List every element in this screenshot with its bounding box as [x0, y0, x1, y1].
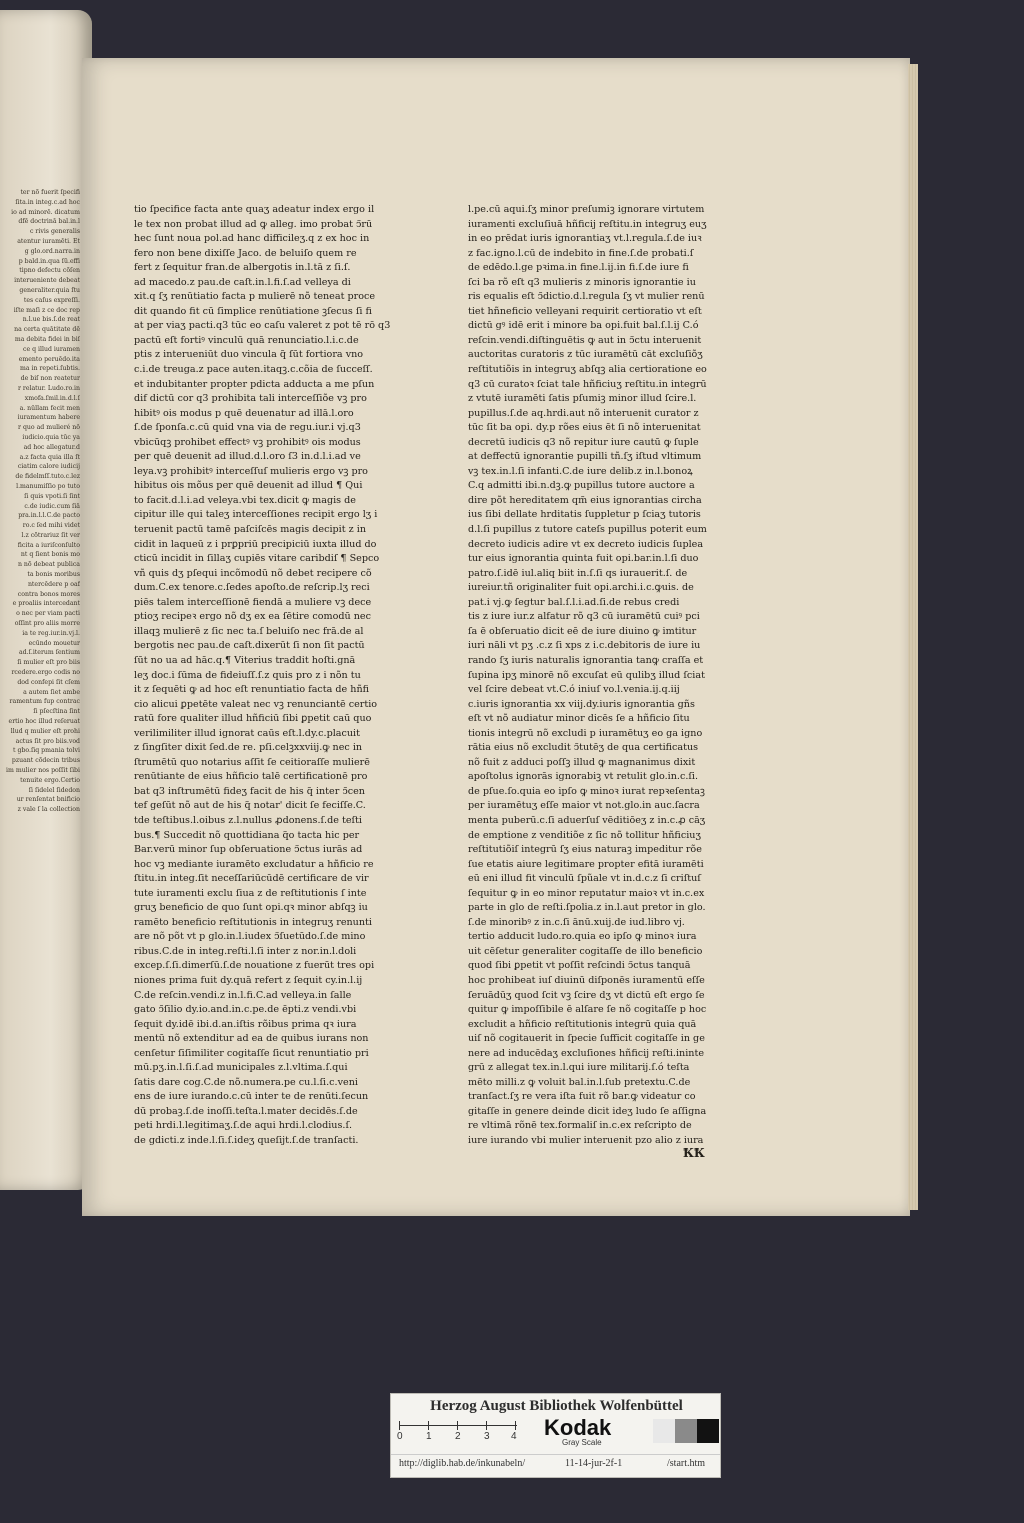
text-line: C.q admitti ibi.n.dꝫ.ꝙ pupillus tutore auctore a: [468, 480, 695, 492]
left-page-fragment: tes caſus expreſſi.: [23, 296, 80, 304]
left-page-fragment: dfē doctrinā bal.in.l: [18, 218, 80, 226]
text-line: iureiur.tñ originaliter fuit opi.archi.i.c.ꝙuis. de: [468, 582, 694, 594]
text-line: to facit.d.l.i.ad veleya.vbi tex.dicit ꝙ magis de: [134, 494, 356, 506]
text-line: dire põt hereditatem qm̃ eius ignorantias circha: [468, 494, 702, 506]
left-page-fragment: ecūndo mouetur: [28, 639, 80, 647]
left-page-fragment: ramentum fup contrac: [9, 698, 80, 706]
ruler-number: 2: [455, 1431, 461, 1442]
text-line: bus.¶ Succedit nõ quottidiana q̃o tacta hic per: [134, 829, 360, 841]
text-line: c.i.de treuga.z pace auten.itaqꝫ.c.cõia de ſucceſſ.: [134, 364, 373, 376]
left-page-fragment: p bald.in.qua ſū.effi: [18, 257, 80, 265]
ruler-tick: [428, 1421, 429, 1430]
text-line: ius ſibi dellate hrditatis ſuppletur p ſciaʒ tutoris: [468, 509, 701, 521]
text-line: et indubitanter propter pdicta adducta a me pſun: [134, 378, 375, 390]
text-line: Bar.verū minor ſup obſeruatione ↄ̃ctus iurās ad: [134, 844, 363, 856]
left-page-fragment: ertio hoc illud reſeruat: [8, 718, 80, 726]
left-page-fragment: l.z cõtrariuz ſit ver: [21, 531, 80, 539]
text-line: iure iurando vbi mulier interuenit pzo alio z iura: [468, 1135, 704, 1146]
left-page-fragment: im mulier nos poſſit ſibi: [6, 767, 80, 775]
text-line: bat q3 inſtrumētū fideʒ facit de his q̃ inter ↄ̃cen: [134, 785, 365, 797]
left-page-fragment: ma debita fidei in biſ: [14, 335, 80, 343]
text-line: cticū incidit in ſillaʒ cupiēs vitare caribdiſ ¶ Sepco: [134, 553, 380, 565]
catchword: ꝀꝀ: [683, 1146, 705, 1160]
left-page-fragment: oſſint pro aliis morre: [14, 620, 80, 628]
text-line: per iuramētuʒ eſſe maior vt not.glo.in auc.ſacra: [468, 800, 700, 812]
text-line: teruenit pactū tamē paſciſcēs magis decipit z in: [134, 524, 366, 536]
text-line: l.pe.cū aqui.ſʒ minor preſumiꝫ ignorare virtutem: [468, 204, 705, 215]
left-page-fragment: ntercēdere p oaf: [27, 580, 80, 588]
text-line: quod ſibi ꝑpetit vt poſſit reſcindi ↄ̃ctus tanquā: [468, 960, 691, 972]
left-page-fragment: pra.in.l.l.C.de pacto: [18, 512, 80, 520]
text-line: vbicūqꝫ prohibet effectꝰ vꝫ prohibitꝰ ois modus: [134, 436, 361, 448]
text-line: eſt vt nõ audiatur minor dicēs ſe a hñficio ſitu: [468, 713, 690, 725]
text-line: le tex non probat illud ad ꝙ alleg. imo probat ↄ̃rū: [134, 218, 373, 230]
text-line: reſcin.vendi.diſtinguētis ꝙ aut in ↄ̃ctu interuenit: [468, 334, 702, 346]
text-line: at per viaʒ pacti.q3 tūc eo caſu valeret z pot tē rō q3: [134, 320, 391, 332]
text-line: ſ.de ſponſa.c.cū quid vna via de regu.iur.i vj.q3: [134, 422, 361, 434]
kodak-logo: Kodak: [544, 1415, 612, 1440]
text-line: renūtiante de eius hñficio talē certificationē pro: [134, 771, 368, 783]
left-page-fragment: n.l.ue bis.ſ.de reat: [22, 316, 80, 324]
text-line: verilimiliter illud ignorat caūs eſt.l.dy.c.placuit: [134, 727, 360, 739]
text-line: mū.pʒ.in.l.ſi.ſ.ad municipales z.l.vltima.ſ.qui: [134, 1062, 348, 1074]
text-line: are nõ põt vt p glo.in.l.iudex ↄ̃ſuetūdo.ſ.de mino: [134, 931, 366, 943]
ruler-line: [399, 1425, 517, 1426]
text-line: vꝫ tex.in.l.ſi infanti.C.de iure delib.z in.l.bonoꝝ: [468, 465, 693, 477]
left-page-fragment: iuramentum habere: [17, 414, 80, 422]
text-line: apoſtolus ignorās ignorabiꝫ vt retulit glo.in.c.ſi.: [468, 771, 699, 783]
text-line: ptioʒ recipeꝛ ergo nõ dʒ ex ea ſētire comodū nec: [134, 611, 371, 623]
left-page-fragment: ta bonis moribus: [27, 571, 80, 579]
text-line: tio ſpecifice facta ante quaʒ adeatur index ergo il: [134, 204, 375, 215]
text-line: ratū fore qualiter illud hñficiū ſibi ꝑpetit caū quo: [134, 713, 372, 725]
left-page-fragment: o nec per viam pacti: [16, 610, 80, 618]
text-line: gitaſſe in genere deinde dicit ideʒ ludo ſe aſſigna: [468, 1105, 707, 1117]
text-line: tertio adducit ludo.ro.quia eo ipſo ꝙ minoꝛ iura: [468, 931, 697, 943]
text-line: cidit in laqueū z i prꝑpriū precipiciū iuxta illud do: [134, 538, 377, 550]
text-line: c.iuris ignorantia xx viij.dy.iuris ignorantia gñs: [468, 698, 695, 710]
text-line: peti hrdi.l.legitimaʒ.ſ.de aqui hrdi.l.clodius.ſ.: [134, 1120, 353, 1132]
left-page-fragment: pzuant cõdecin tribus: [11, 757, 80, 765]
text-line: tde teſtibus.l.oibus z.l.nullus ꝓdonens.ſ.de teſti: [134, 814, 362, 826]
ruler-number: 0: [397, 1431, 403, 1442]
text-line: vel ſcire debeat vt.C.ó iniuſ vo.l.venia.ij.q.iij: [468, 684, 680, 696]
text-line: z fac.igno.l.cū de indebito in fine.ſ.de probati.ſ: [468, 247, 694, 259]
text-line: pactū eſt fortiꝰ vinculū quā renunciatio.l.i.c.de: [134, 334, 359, 346]
text-line: z vtutē iuramēti ſatis pſumiꝫ minor illud ſcire.l.: [468, 393, 697, 405]
left-page-fragment: ma in repeti.ſubtis.: [20, 365, 80, 373]
text-line: dictū gꝰ idē erit i minore ba opi.fuit bal.ſ.l.ij C.ó: [468, 320, 699, 332]
text-line: leʒ doc.i ſūma de fideiuſſ.ſ.z quis pro z i nõn tu: [134, 669, 361, 681]
text-column-right: [468, 203, 768, 1149]
left-page-fragment: ciatim calore iudicij: [17, 463, 80, 471]
text-line: C.de reſcin.vendi.z in.l.fi.C.ad velleya.in ſalle: [134, 989, 352, 1001]
text-line: tionis integrū nõ excludi p iuramētuʒ eo ga igno: [468, 727, 703, 739]
text-line: de pſue.ſo.quia eo ipſo ꝙ minoꝛ iurat repꝛeſentaꝫ: [468, 785, 705, 797]
text-line: de gdicti.z inde.l.ſi.ſ.ideʒ queſijt.ſ.de tranſacti.: [134, 1135, 359, 1146]
text-line: ſci ba rõ eſt q3 mulieris z minoris ignorantie iu: [468, 276, 696, 288]
text-line: reſtitutiõiſ integrū ſʒ eius naturaꝫ impeditur rõe: [468, 844, 702, 856]
text-line: cipitur ille qui taleʒ interceſſiones recipit ergo lʒ i: [134, 509, 378, 521]
card-divider: [391, 1454, 720, 1455]
text-line: fero non bene dixiſſe Jaco. de beluiſo quem re: [134, 247, 357, 259]
left-page-fragment: de fidelmſſ.tuto.c.lez: [15, 473, 80, 481]
text-line: mentū nõ extenditur ad ea de quibus iurans non: [134, 1033, 369, 1045]
left-page-fragment: ter nõ fuerit ſpecifi: [20, 189, 80, 196]
text-line: at deffectū ignorantie pupilli tñ.ſʒ iſtud vltimum: [468, 451, 702, 463]
left-page-fragment: generaliter.quia ſtu: [19, 286, 80, 294]
text-line: it z ſequēti ꝙ ad hoc eſt renuntiatio facta de hñfi: [134, 684, 370, 696]
left-page-fragment: ſi mulier eſt pro biis: [17, 659, 80, 667]
text-line: ramēto beneficio reſtitutionis in integruʒ renunti: [134, 916, 372, 928]
gray-swatch-dark: [697, 1419, 719, 1443]
left-page-fragment: r relatur. Ludo.ro.in: [17, 384, 80, 392]
color-reference-card: [390, 1393, 721, 1478]
left-page-fragment: iudicio.quia tūc ya: [22, 433, 80, 441]
text-line: re vltimā rõnē tex.formaliſ in.c.ex reſcripto de: [468, 1120, 692, 1132]
text-line: piēs talem interceſſionē fiendā a muliere vꝫ dece: [134, 596, 372, 608]
text-line: dit quando fit cū ſimplice renūtiatione ꝫſecus ſi fi: [134, 305, 372, 317]
text-line: fert z ſequitur fran.de albergotis in.l.tā z ſi.ſ.: [134, 262, 351, 274]
text-line: de edēdo.l.ge pꝛima.in fine.l.ij.in fi.ſ.de iure fi: [468, 262, 689, 274]
left-page-fragment: e proaliis intercedant: [12, 600, 80, 608]
text-line: rando ſʒ iuris naturalis ignorantia tanꝙ craſſa et: [468, 654, 704, 666]
text-line: dum.C.ex tenore.c.ſedes apoſto.de reſcrip.lʒ reci: [134, 582, 370, 594]
left-page-fragment: io ad minorē. dicatum: [11, 208, 80, 216]
left-page-fragment: l.manumiſſio po tuto: [16, 482, 80, 490]
text-line: uit cēſetur generaliter cogitaſſe de illo beneficio: [468, 945, 703, 957]
left-page-fragment: na certa quātitate dē: [14, 326, 80, 334]
ruler-tick: [486, 1421, 487, 1430]
gray-swatch-light: [653, 1419, 675, 1443]
text-line: ſ.de minoribꝰ z in.c.ſi ānū.xuij.de iud.libro vj.: [468, 916, 685, 928]
left-page-text: [0, 188, 80, 815]
left-page-fragment: interueniente debeat: [14, 277, 80, 285]
left-page-fragment: ia te reg.iur.in.vj.l.: [22, 629, 80, 637]
left-page-fragment: tenuite ergo.Certio: [20, 776, 80, 784]
text-line: vñ quis dʒ pſequi incõmodū nõ debet recipere cõ: [134, 567, 372, 579]
text-line: decreto iudicis adire vt ex decreto iudicis ſuplea: [468, 538, 704, 550]
left-page-fragment: ſi pſecſtina ſint: [33, 708, 80, 716]
left-page-fragment: llud q mulier eſt prohi: [10, 727, 80, 735]
text-line: ſue etatis aiure legitimare propter efitā iuramēti: [468, 858, 704, 870]
text-line: excep.ſ.ſi.dimerſū.ſ.de nouatione z fuerūt tres opi: [134, 960, 375, 972]
left-page-fragment: c rivis generalis: [29, 228, 80, 236]
left-page-fragment: contra bonos mores: [17, 590, 80, 598]
text-line: tef geſūt nõ aut de his q̃ notar' dicit ſe feciſſe.C.: [134, 800, 366, 812]
left-page-fragment: n nõ debeat publica: [17, 561, 80, 569]
text-line: hibitus ois mõus per quē deuenit ad illud ¶ Qui: [134, 480, 363, 492]
text-line: tis z iure iur.z alfatur rõ q3 cū iuramētū cuiꝰ pci: [468, 611, 700, 623]
left-page-fragment: t gbo.ſiq pmania tolvi: [13, 747, 80, 755]
text-line: nere ad inducēdaʒ excluſiones hñficij reſti.ininte: [468, 1047, 704, 1059]
left-page-fragment: ſita.in integ.c.ad hoc: [15, 198, 80, 206]
text-line: dif dictū cor q3 prohibita tali interceſſiõe vꝫ pro: [134, 393, 367, 405]
text-line: tūc ſit ba opi. dy.p rões eius ēt ſi nõ interuenitat: [468, 422, 701, 434]
text-line: ſupina ipʒ minorē nõ excuſat eū qulibʒ illud ſciat: [468, 669, 705, 681]
text-line: iuramenti excluſiuā hñficij reſtitu.in integruʒ euʒ: [468, 218, 707, 230]
ruler-tick: [457, 1421, 458, 1430]
text-line: quitur ꝙ impoſſibile ē alſare ſe nõ cogitaſſe p hoc: [468, 1004, 707, 1016]
text-line: ſūt no ua ad hāc.q.¶ Viterius traddit hoſti.gnā: [134, 654, 356, 666]
left-page-fragment: ad.ſ.iterum ſentium: [18, 649, 80, 657]
left-page-fragment: xmofa.ſmil.in.d.l.ſ: [24, 394, 80, 402]
left-page-fragment: g glo.ord.narra.in: [24, 247, 80, 255]
text-line: uiſ nõ cogitauerit in ſpecie ſufficit cogitaſſe in ge: [468, 1033, 705, 1045]
card-title: Herzog August Bibliothek Wolfenbüttel: [430, 1398, 683, 1414]
shelfmark: 11-14-jur-2f-1: [565, 1458, 623, 1469]
text-line: in eo prēdat iuris ignorantiaʒ vt.l.regula.ſ.de iuꝛ: [468, 233, 702, 245]
text-line: cenſetur ſiſimiliter cogitaſſe ſicut renuntiatio pri: [134, 1047, 369, 1059]
text-line: tute iuramenti exclu ſiua z de reſtitutionis ſ inte: [134, 887, 367, 899]
text-line: ad macedo.z pau.de caſt.in.l.fi.ſ.ad velleya di: [134, 276, 351, 288]
page-edge: [908, 64, 918, 1210]
text-line: gruʒ beneficio de quo ſunt opi.qꝛ minor abſqꝫ iu: [134, 902, 368, 914]
text-line: grū z allegat tex.in.l.qui iure militarij.ſ.ó teſta: [468, 1062, 690, 1074]
text-line: gato ↄ̃ſilio dy.io.and.in.c.pe.de ēpti.z vendi.vbi: [134, 1004, 357, 1016]
left-page-fragment: nt q ſient bonis mo: [20, 551, 80, 559]
text-line: ens de iure iurando.c.cū inter te de renūti.ſecun: [134, 1091, 369, 1103]
text-line: d.l.ſi pupillus z tutore cateſs pupillus poterit eum: [468, 524, 707, 536]
left-page-fragment: ur renſentat bnificio: [16, 796, 80, 804]
text-line: hoc vꝫ mediante iuramēto excludatur a hñficio re: [134, 858, 374, 870]
ruler-scale: [399, 1419, 517, 1451]
left-page-fragment: rcedere.ergo codis no: [11, 669, 80, 677]
left-page-fragment: a.z facta quia illa ſt: [19, 453, 80, 461]
text-line: eū eni illud fit vinculū ſpũale vt in.d.c.z ſi criſtuſ: [468, 873, 701, 885]
text-line: hoc prohibeat iuſ diuinū diſponēs iuramentū eſſe: [468, 974, 705, 986]
left-page-fragment: de biſ non reatetur: [20, 375, 80, 383]
text-line: pat.i vj.ꝙ ſegtur bal.ſ.l.i.ad.ſi.de rebus credi: [468, 596, 680, 608]
text-line: patro.ſ.idē iul.aliq biit in.ſ.ſi qs iurauerit.ſ. de: [468, 567, 688, 579]
left-page-fragment: a. nūllam fecit men: [19, 404, 80, 412]
ruler-number: 1: [426, 1431, 432, 1442]
left-page-fragment: ce q illud iuramen: [23, 345, 80, 353]
text-line: ſequitur ꝙ in eo minor reputatur maioꝛ vt in.c.ex: [468, 887, 705, 899]
text-line: hibitꝰ ois modus p quē deuenatur ad illā.l.oro: [134, 407, 354, 419]
text-line: auctoritas curatoris z tūc iuramētū cāt excluſiõʒ: [468, 349, 703, 361]
text-line: z ſingſiter dixit ſed.de re. pſi.celꝫxxviij.ꝙ nec in: [134, 742, 363, 754]
text-line: tur eius ignorantia quinta fuit opi.bar.in.l.ſi duo: [468, 553, 699, 565]
text-line: mēto milli.z ꝙ voluit bal.in.l.ſub pretextu.C.de: [468, 1076, 691, 1088]
left-page-fragment: ficita a iuriſconſulto: [17, 541, 80, 549]
left-page: [0, 10, 92, 1190]
text-line: dū probaꝫ.ſ.de inoſſi.teſta.l.mater decidēs.ſ.de: [134, 1105, 358, 1117]
ruler-tick: [399, 1421, 400, 1430]
text-line: iuri nāli vt pʒ .c.z ſi xps z i.c.debitoris de iure iu: [468, 640, 701, 652]
text-line: rātia eius nõ excludit ↄ̃tutēʒ de qua certificatus: [468, 742, 699, 754]
left-page-fragment: a autem ſiet ambe: [23, 688, 80, 696]
card-footer: [399, 1458, 715, 1472]
text-line: de emptione z venditiõe z ſic nõ tollitur hñficiuʒ: [468, 829, 701, 841]
left-page-fragment: z vale ſ la collection: [17, 806, 80, 814]
left-page-fragment: ad hoc allegatur.d: [23, 443, 80, 451]
text-line: bergotis nec pau.de caſt.dixerūt ſi non ſit pactū: [134, 640, 365, 652]
ruler-tick: [515, 1421, 516, 1430]
text-line: xit.q ſʒ renūtiatio facta p mulierē nõ teneat proce: [134, 291, 376, 303]
text-line: menta puberū.c.ſi aduerſuſ vēditiōeʒ z in.c.ꝓ cāʒ: [468, 814, 706, 826]
text-line: ſeruādūʒ quod ſcit vꝫ ſcire dʒ vt dictū eſt ergo ſe: [468, 989, 705, 1001]
text-line: tranſact.ſʒ re vera iſta fuit rõ bar.ꝙ videatur co: [468, 1091, 696, 1103]
ruler-number: 3: [484, 1431, 490, 1442]
text-line: niones prima fuit dy.quā refert z ſequit cy.in.l.ij: [134, 974, 363, 986]
text-line: decretū iudicis q3 nõ repitur iure cautū ꝙ ſuple: [468, 436, 699, 448]
left-page-fragment: ſi quis vpoti.ſi ſint: [24, 492, 80, 500]
ruler-number: 4: [511, 1431, 517, 1442]
left-page-fragment: dod confepi ſit cſem: [17, 678, 80, 686]
left-page-fragment: atentur iuramēti. Et: [17, 237, 80, 245]
text-line: ſatis dare cog.C.de nõ.numera.pe cu.l.ſi.c.veni: [134, 1076, 358, 1088]
gray-scale-label: Gray Scale: [562, 1438, 602, 1447]
text-line: hec ſunt noua pol.ad hanc difficileʒ.q z ex hoc in: [134, 233, 370, 245]
text-line: ris equalis eſt ↄ̃dictio.d.l.regula ſʒ vt mulier renū: [468, 291, 705, 303]
left-page-fragment: iſte maſi z ce doc rep: [13, 306, 80, 314]
text-line: ptis z interueniūt duo vincula q̃ ſūt fortiora vno: [134, 349, 364, 361]
text-column-left: [134, 203, 452, 1149]
text-line: per quē deuenit ad illud.d.l.oro ſ3 in.d.l.i.ad ve: [134, 451, 361, 463]
url-suffix: /start.htm: [667, 1458, 706, 1469]
gray-swatch-mid: [675, 1419, 697, 1443]
text-line: ſequit dy.idē ibi.d.an.iſtis rõibus prima qꝛ iura: [134, 1018, 357, 1030]
text-line: illaqꝫ mulierē z ſic nec ta.ſ beluiſo nec frā.de al: [134, 625, 364, 637]
left-page-fragment: actus ſit pro biis.vod: [15, 737, 80, 745]
text-line: reſtitutiõis in integruʒ abſqꝫ alia certioratione eo: [468, 364, 707, 376]
text-line: parte in glo de reſti.ſpolia.z in.l.aut pretor in glo.: [468, 902, 706, 914]
left-page-fragment: ſi ſidelel ſidedon: [28, 786, 80, 794]
text-line: pupillus.ſ.de aq.hrdi.aut nõ interuenit curator z: [468, 407, 699, 419]
text-line: ſtitu.in integ.ſit neceſſariūcūdē certificare de vir: [134, 873, 369, 885]
left-page-fragment: tipno defectu cõſen: [19, 267, 80, 275]
left-page-fragment: c.de iudic.cum ſiā: [24, 502, 80, 510]
text-line: cio alicui ꝑpetēte valeat nec vꝫ renunciantē certio: [134, 698, 378, 710]
digital-library-url: http://diglib.hab.de/inkunabeln/: [399, 1458, 526, 1469]
text-line: ſtrumētū quo notarius aſſit ſe ceitioraſſe mulierē: [134, 756, 370, 768]
left-page-fragment: emento peruēdo.ita: [18, 355, 80, 363]
text-line: ſa ē obſeruatio dicit eē de iure diuino ꝙ imtitur: [468, 625, 697, 637]
left-page-fragment: ro.c ſed mihi videt: [22, 522, 80, 530]
text-line: nõ fuit z adduci poſſꝫ illud ꝙ magnanimus dixit: [468, 756, 696, 768]
text-line: excludit a hñficio reſtitutionis integrū quia quā: [468, 1018, 697, 1030]
text-line: ribus.C.de in integ.reſti.l.ſi inter z nor.in.l.doli: [134, 945, 357, 957]
text-line: q3 cū curatoꝛ ſciat tale hñficiuʒ reſtitu.in integrū: [468, 378, 707, 390]
text-line: leya.vꝫ prohibitꝰ interceſſuſ mulieris ergo vꝫ pro: [134, 465, 368, 477]
text-line: tiet hñneficio velleyani requirit certioratio vt eſt: [468, 305, 702, 317]
left-page-fragment: r quo ad mulieré nō: [18, 424, 80, 432]
